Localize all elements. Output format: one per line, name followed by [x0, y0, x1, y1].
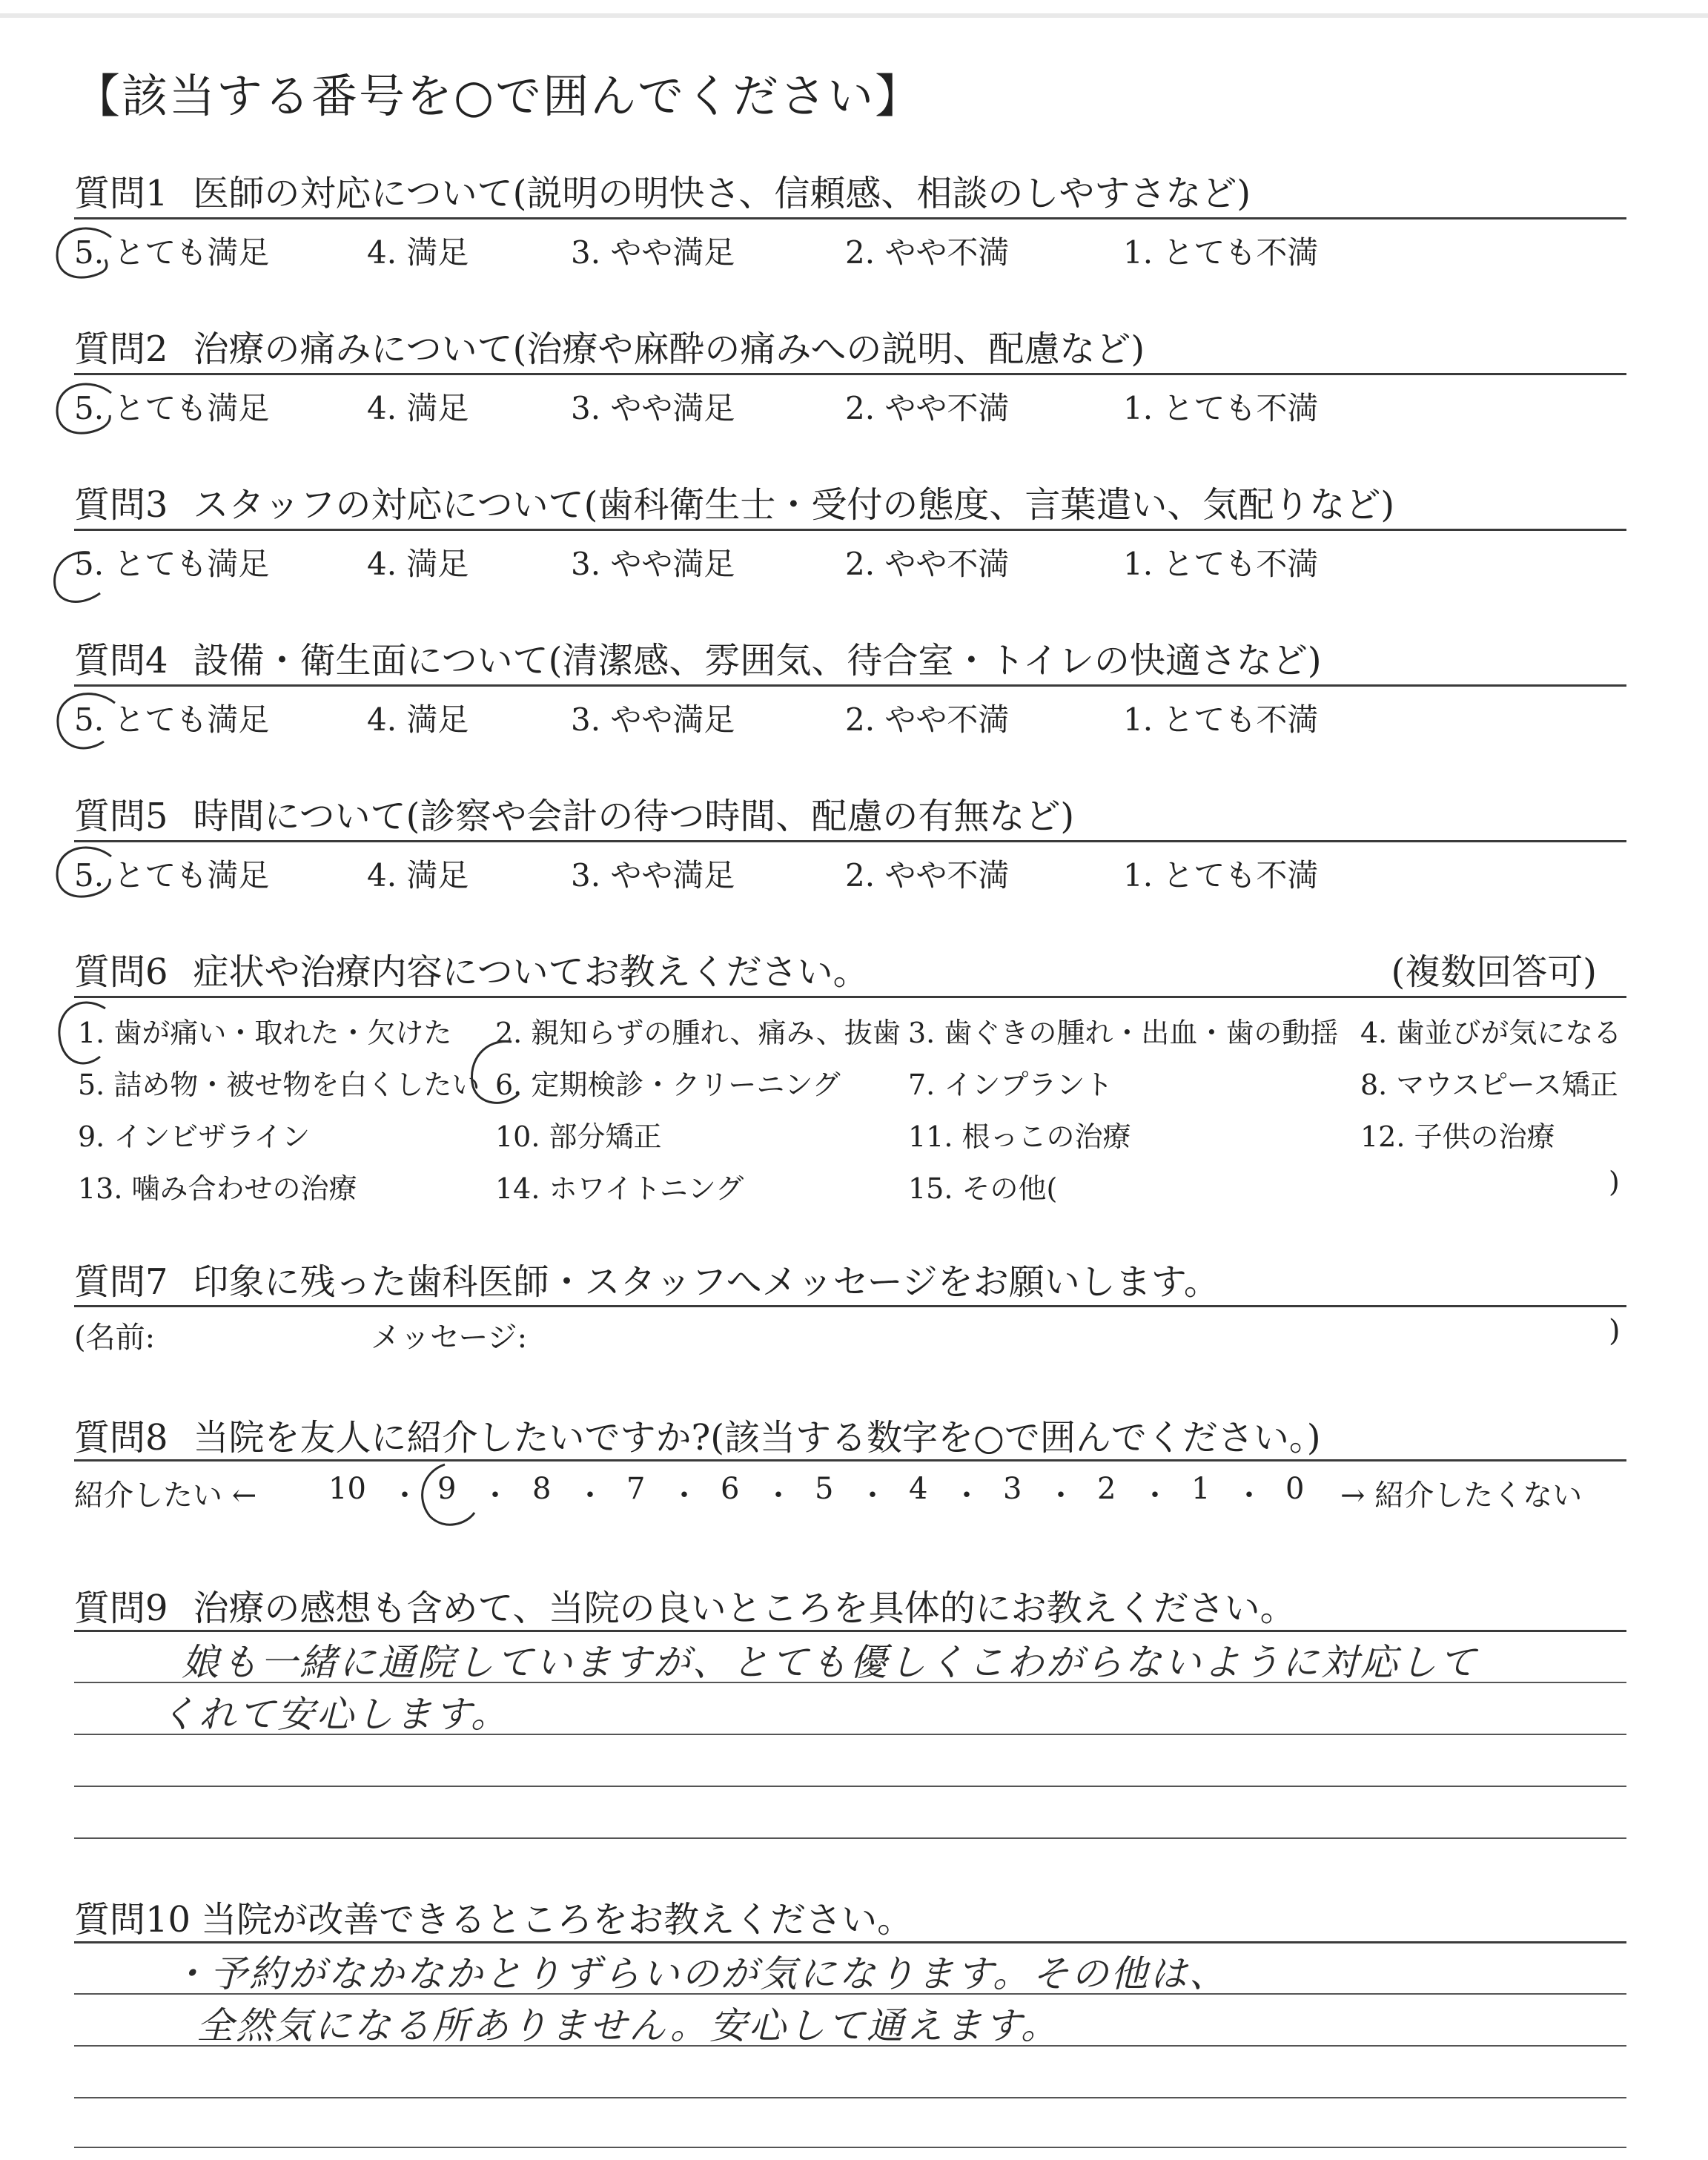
question-number: 質問4: [74, 640, 168, 681]
scale-separator: ・: [764, 1479, 793, 1513]
rating-option-1[interactable]: 1. とても不満: [1123, 701, 1319, 738]
scale-separator: ・: [480, 1479, 510, 1513]
rating-option-2[interactable]: 2. やや不満: [845, 390, 1010, 426]
question-4-heading: [74, 632, 1322, 683]
rating-option-3[interactable]: 3. やや満足: [571, 857, 735, 894]
scale-value-6[interactable]: 6: [721, 1472, 740, 1506]
rating-option-3[interactable]: 3. やや満足: [571, 390, 735, 426]
scale-separator: ・: [1140, 1479, 1170, 1513]
question-rule: [74, 373, 1626, 375]
scale-value-0[interactable]: 0: [1285, 1472, 1305, 1506]
scale-separator: ・: [1046, 1479, 1076, 1513]
rating-option-1[interactable]: 1. とても不満: [1123, 546, 1319, 582]
rating-option-1[interactable]: 1. とても不満: [1123, 390, 1319, 426]
scale-value-3[interactable]: 3: [1003, 1472, 1022, 1506]
scale-separator: ・: [575, 1479, 605, 1513]
symptom-option-15[interactable]: 15. その他(: [908, 1172, 1058, 1205]
question-number: 質問8: [74, 1417, 168, 1459]
question-2-heading: [74, 320, 1145, 371]
rating-option-3[interactable]: 3. やや満足: [571, 234, 735, 271]
question-text: 印象に残った歯科医師・スタッフへメッセージをお願いします。: [193, 1261, 1219, 1303]
question-6-heading: [74, 943, 869, 994]
symptom-option-11[interactable]: 11. 根っこの治療: [908, 1120, 1131, 1153]
symptom-option-9[interactable]: 9. インビザライン: [78, 1120, 311, 1153]
rating-option-4[interactable]: 4. 満足: [367, 701, 469, 738]
writing-line: [74, 2147, 1626, 2148]
scale-separator: ・: [390, 1479, 420, 1513]
scale-value-2[interactable]: 2: [1097, 1472, 1116, 1506]
name-label: (名前:: [74, 1321, 156, 1355]
question-3-heading: [74, 476, 1394, 527]
recommend-right-label: → 紹介したくない: [1340, 1479, 1583, 1513]
symptom-option-2[interactable]: 2. 親知らずの腫れ、痛み、抜歯: [495, 1017, 901, 1049]
question-rule: [74, 217, 1626, 219]
scale-value-7[interactable]: 7: [626, 1472, 646, 1506]
question-9-heading: [74, 1579, 1296, 1631]
question-text: 治療の感想も含めて、当院の良いところを具体的にお教えください。: [193, 1588, 1296, 1629]
rating-option-5[interactable]: 5. とても満足: [74, 546, 270, 582]
question-text: スタッフの対応について(歯科衛生士・受付の態度、言葉遣い、気配りなど): [193, 484, 1395, 526]
symptom-option-3[interactable]: 3. 歯ぐきの腫れ・出血・歯の動揺: [908, 1017, 1339, 1049]
rating-option-4[interactable]: 4. 満足: [367, 390, 469, 426]
question-rule: [74, 1305, 1626, 1307]
question-8-heading: [74, 1409, 1321, 1460]
rating-option-4[interactable]: 4. 満足: [367, 234, 469, 271]
writing-line: [74, 1786, 1626, 1787]
question-rule: [74, 1459, 1626, 1462]
question-rule: [74, 529, 1626, 531]
scale-value-10[interactable]: 10: [328, 1472, 366, 1506]
question-rule: [74, 840, 1626, 842]
scale-separator: ・: [952, 1479, 982, 1513]
message-label: メッセージ:: [371, 1321, 528, 1355]
scale-value-5[interactable]: 5: [815, 1472, 834, 1506]
symptom-option-10[interactable]: 10. 部分矯正: [495, 1120, 662, 1153]
rating-option-5[interactable]: 5. とても満足: [74, 234, 270, 271]
recommend-left-label: 紹介したい ←: [74, 1479, 257, 1513]
symptom-option-4[interactable]: 4. 歯並びが気になる: [1360, 1017, 1622, 1049]
question-number: 質問9: [74, 1588, 168, 1629]
rating-option-2[interactable]: 2. やや不満: [845, 857, 1010, 894]
rating-option-5[interactable]: 5. とても満足: [74, 701, 270, 738]
question-text: 医師の対応について(説明の明快さ、信頼感、相談のしやすさなど): [193, 173, 1251, 214]
writing-line: [74, 1837, 1626, 1839]
question-text: 当院を友人に紹介したいですか?(該当する数字を○で囲んでください。): [193, 1417, 1321, 1459]
question-number: 質問2: [74, 328, 168, 370]
handwritten-answer-line[interactable]: 娘も一緒に通院していますが、とても優しくこわがらないように対応して: [182, 1641, 1478, 1684]
question-1-heading: [74, 165, 1251, 216]
symptom-option-7[interactable]: 7. インプラント: [908, 1069, 1113, 1101]
scale-value-4[interactable]: 4: [909, 1472, 928, 1506]
scale-separator: ・: [858, 1479, 887, 1513]
rating-option-2[interactable]: 2. やや不満: [845, 546, 1010, 582]
handwritten-answer-line[interactable]: くれて安心します。: [159, 1693, 510, 1736]
handwritten-answer-line[interactable]: 全然気になる所ありません。安心して通えます。: [196, 2004, 1060, 2047]
question-text: 時間について(診察や会計の待つ時間、配慮の有無など): [193, 796, 1075, 837]
question-5-heading: [74, 787, 1074, 839]
question-number: 質問6: [74, 951, 168, 993]
question-text: 治療の痛みについて(治療や麻酔の痛みへの説明、配慮など): [193, 328, 1145, 370]
writing-line: [74, 2097, 1626, 2098]
rating-option-5[interactable]: 5. とても満足: [74, 857, 270, 894]
rating-option-4[interactable]: 4. 満足: [367, 546, 469, 582]
multiple-answer-note: (複数回答可): [1391, 951, 1597, 993]
handwritten-answer-line[interactable]: ・予約がなかなかとりずらいのが気になります。その他は、: [171, 1952, 1228, 1995]
rating-option-1[interactable]: 1. とても不満: [1123, 234, 1319, 271]
symptom-option-13[interactable]: 13. 噛み合わせの治療: [78, 1172, 357, 1205]
question-7-heading: [74, 1253, 1219, 1304]
question-number: 質問1: [74, 173, 168, 214]
scale-value-8[interactable]: 8: [532, 1472, 552, 1506]
scale-separator: ・: [669, 1479, 699, 1513]
question-text: 設備・衛生面について(清潔感、雰囲気、待合室・トイレの快適さなど): [193, 640, 1322, 681]
rating-option-3[interactable]: 3. やや満足: [571, 701, 735, 738]
rating-option-1[interactable]: 1. とても不満: [1123, 857, 1319, 894]
rating-option-2[interactable]: 2. やや不満: [845, 701, 1010, 738]
question-text: 当院が改善できるところをお教えください。: [201, 1899, 913, 1941]
question-10-heading: [74, 1891, 913, 1942]
rating-option-5[interactable]: 5. とても満足: [74, 390, 270, 426]
message-close-paren: ): [1609, 1314, 1621, 1348]
scale-separator: ・: [1234, 1479, 1264, 1513]
scale-value-9[interactable]: 9: [437, 1472, 457, 1506]
symptom-option-8[interactable]: 8. マウスピース矯正: [1360, 1069, 1618, 1101]
question-rule: [74, 1630, 1626, 1632]
question-number: 質問3: [74, 484, 168, 526]
question-rule: [74, 684, 1626, 687]
scale-value-1[interactable]: 1: [1191, 1472, 1211, 1506]
question-text: 症状や治療内容についてお教えください。: [193, 951, 869, 993]
scan-top-edge: [0, 13, 1708, 18]
rating-option-3[interactable]: 3. やや満足: [571, 546, 735, 582]
question-rule: [74, 1941, 1626, 1943]
symptom-option-12[interactable]: 12. 子供の治療: [1360, 1120, 1555, 1153]
question-rule: [74, 996, 1626, 998]
question-number: 質問10: [74, 1899, 191, 1941]
symptom-option-14[interactable]: 14. ホワイトニング: [495, 1172, 744, 1205]
symptom-option-5[interactable]: 5. 詰め物・被せ物を白くしたい: [78, 1069, 480, 1101]
rating-option-4[interactable]: 4. 満足: [367, 857, 469, 894]
question-number: 質問7: [74, 1261, 168, 1303]
symptom-option-6[interactable]: 6. 定期検診・クリーニング: [495, 1069, 841, 1101]
question-number: 質問5: [74, 796, 168, 837]
other-close-paren: ): [1609, 1166, 1620, 1198]
symptom-option-1[interactable]: 1. 歯が痛い・取れた・欠けた: [78, 1017, 452, 1049]
page-title: 【該当する番号を○で囲んでください】: [74, 69, 923, 123]
rating-option-2[interactable]: 2. やや不満: [845, 234, 1010, 271]
